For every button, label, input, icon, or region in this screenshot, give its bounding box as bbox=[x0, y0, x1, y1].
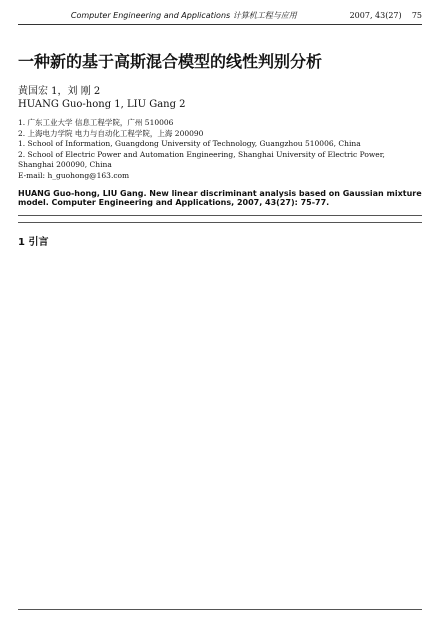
affiliations bbox=[18, 118, 422, 181]
issue-page bbox=[350, 11, 422, 20]
right-column bbox=[226, 229, 422, 254]
affiliation-line: 2. 上海电力学院 电力与自动化工程学院，上海 200090 bbox=[18, 128, 204, 138]
page-number: 75 bbox=[411, 11, 422, 20]
divider bbox=[18, 215, 422, 216]
running-header bbox=[18, 10, 422, 25]
divider bbox=[18, 222, 422, 223]
journal-name-en: Computer Engineering and Applications bbox=[70, 11, 231, 20]
issue: 2007, 43(27) bbox=[349, 11, 402, 20]
body-columns bbox=[18, 229, 422, 254]
affiliation-line: 1. 广东工业大学 信息工程学院，广州 510006 bbox=[18, 118, 174, 127]
authors-en: HUANG Guo-hong 1, LIU Gang 2 bbox=[18, 99, 186, 110]
footnote bbox=[18, 609, 422, 612]
citation bbox=[18, 189, 422, 207]
section-title: 1 引言 bbox=[18, 237, 49, 248]
affiliation-line: 1. School of Information, Guangdong University of Technology, Guangzhou 510006, China bbox=[18, 139, 361, 148]
citation-text: HUANG Guo-hong, LIU Gang. New linear discriminant analysis based on Gaussian mixture model. Computer Engineering and Applications, 2007, 43(27): 75-77. bbox=[18, 189, 422, 207]
journal-name bbox=[71, 10, 297, 21]
affiliation-line: 2. School of Electric Power and Automation Engineering, Shanghai University of Electric Power, Shanghai 200090, China bbox=[18, 149, 385, 169]
paper-title: 一种新的基于高斯混合模型的线性判别分析 bbox=[18, 52, 323, 71]
journal-name-cn: 计算机工程与应用 bbox=[232, 11, 297, 20]
email: E-mail: h_guohong@163.com bbox=[18, 170, 130, 180]
authors-cn: 黄国宏 1，刘 刚 2 bbox=[18, 86, 101, 97]
left-column bbox=[18, 229, 214, 254]
